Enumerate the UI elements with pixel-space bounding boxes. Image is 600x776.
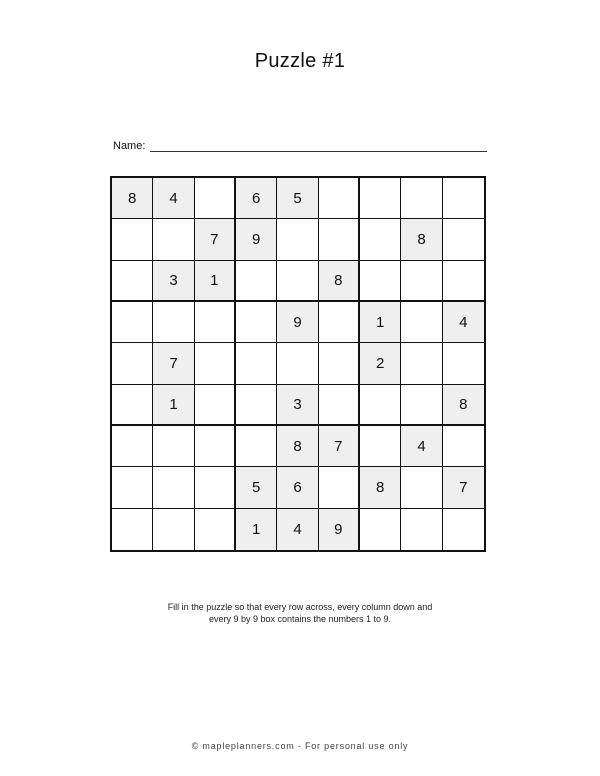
empty-cell[interactable] [360, 219, 401, 260]
empty-cell[interactable] [195, 343, 236, 384]
empty-cell[interactable] [319, 385, 360, 426]
empty-cell[interactable] [112, 426, 153, 467]
given-cell: 8 [360, 467, 401, 508]
given-cell: 8 [401, 219, 442, 260]
instructions-line-2: every 9 by 9 box contains the numbers 1 to 9. [208, 614, 392, 624]
given-cell: 9 [277, 302, 318, 343]
empty-cell[interactable] [319, 178, 360, 219]
given-cell: 4 [401, 426, 442, 467]
empty-cell[interactable] [153, 219, 194, 260]
empty-cell[interactable] [153, 467, 194, 508]
empty-cell[interactable] [401, 343, 442, 384]
given-cell: 8 [319, 261, 360, 302]
empty-cell[interactable] [360, 178, 401, 219]
empty-cell[interactable] [236, 426, 277, 467]
empty-cell[interactable] [153, 426, 194, 467]
given-cell: 1 [195, 261, 236, 302]
given-cell: 2 [360, 343, 401, 384]
empty-cell[interactable] [195, 426, 236, 467]
empty-cell[interactable] [112, 509, 153, 550]
given-cell: 3 [153, 261, 194, 302]
empty-cell[interactable] [319, 219, 360, 260]
empty-cell[interactable] [319, 467, 360, 508]
page-title: Puzzle #1 [254, 50, 346, 72]
name-field[interactable] [113, 140, 487, 154]
given-cell: 4 [443, 302, 484, 343]
empty-cell[interactable] [236, 261, 277, 302]
empty-cell[interactable] [360, 385, 401, 426]
empty-cell[interactable] [401, 509, 442, 550]
instructions-line-1: Fill in the puzzle so that every row across, every column down and [167, 602, 433, 612]
given-cell: 4 [277, 509, 318, 550]
empty-cell[interactable] [112, 219, 153, 260]
empty-cell[interactable] [401, 261, 442, 302]
empty-cell[interactable] [443, 219, 484, 260]
empty-cell[interactable] [153, 509, 194, 550]
given-cell: 3 [277, 385, 318, 426]
given-cell: 1 [360, 302, 401, 343]
empty-cell[interactable] [360, 509, 401, 550]
empty-cell[interactable] [112, 302, 153, 343]
empty-cell[interactable] [195, 178, 236, 219]
sudoku-grid [110, 176, 486, 552]
empty-cell[interactable] [236, 343, 277, 384]
empty-cell[interactable] [153, 302, 194, 343]
empty-cell[interactable] [277, 343, 318, 384]
given-cell: 9 [236, 219, 277, 260]
given-cell: 7 [153, 343, 194, 384]
empty-cell[interactable] [277, 261, 318, 302]
given-cell: 1 [153, 385, 194, 426]
empty-cell[interactable] [319, 302, 360, 343]
empty-cell[interactable] [443, 343, 484, 384]
empty-cell[interactable] [112, 467, 153, 508]
empty-cell[interactable] [360, 426, 401, 467]
given-cell: 8 [112, 178, 153, 219]
given-cell: 8 [443, 385, 484, 426]
empty-cell[interactable] [112, 385, 153, 426]
given-cell: 4 [153, 178, 194, 219]
empty-cell[interactable] [443, 261, 484, 302]
footer-credit: © mapleplanners.com - For personal use only [191, 741, 409, 751]
given-cell: 6 [236, 178, 277, 219]
empty-cell[interactable] [236, 385, 277, 426]
given-cell: 1 [236, 509, 277, 550]
empty-cell[interactable] [195, 467, 236, 508]
empty-cell[interactable] [319, 343, 360, 384]
empty-cell[interactable] [236, 302, 277, 343]
given-cell: 7 [319, 426, 360, 467]
given-cell: 5 [277, 178, 318, 219]
name-underline[interactable] [150, 151, 487, 152]
empty-cell[interactable] [112, 343, 153, 384]
given-cell: 9 [319, 509, 360, 550]
empty-cell[interactable] [401, 385, 442, 426]
given-cell: 6 [277, 467, 318, 508]
given-cell: 5 [236, 467, 277, 508]
empty-cell[interactable] [360, 261, 401, 302]
empty-cell[interactable] [401, 178, 442, 219]
empty-cell[interactable] [112, 261, 153, 302]
given-cell: 8 [277, 426, 318, 467]
given-cell: 7 [195, 219, 236, 260]
empty-cell[interactable] [195, 509, 236, 550]
empty-cell[interactable] [443, 426, 484, 467]
instructions [0, 601, 600, 625]
given-cell: 7 [443, 467, 484, 508]
empty-cell[interactable] [443, 178, 484, 219]
empty-cell[interactable] [195, 385, 236, 426]
empty-cell[interactable] [277, 219, 318, 260]
empty-cell[interactable] [401, 467, 442, 508]
empty-cell[interactable] [401, 302, 442, 343]
empty-cell[interactable] [443, 509, 484, 550]
name-label: Name: [113, 140, 146, 152]
empty-cell[interactable] [195, 302, 236, 343]
